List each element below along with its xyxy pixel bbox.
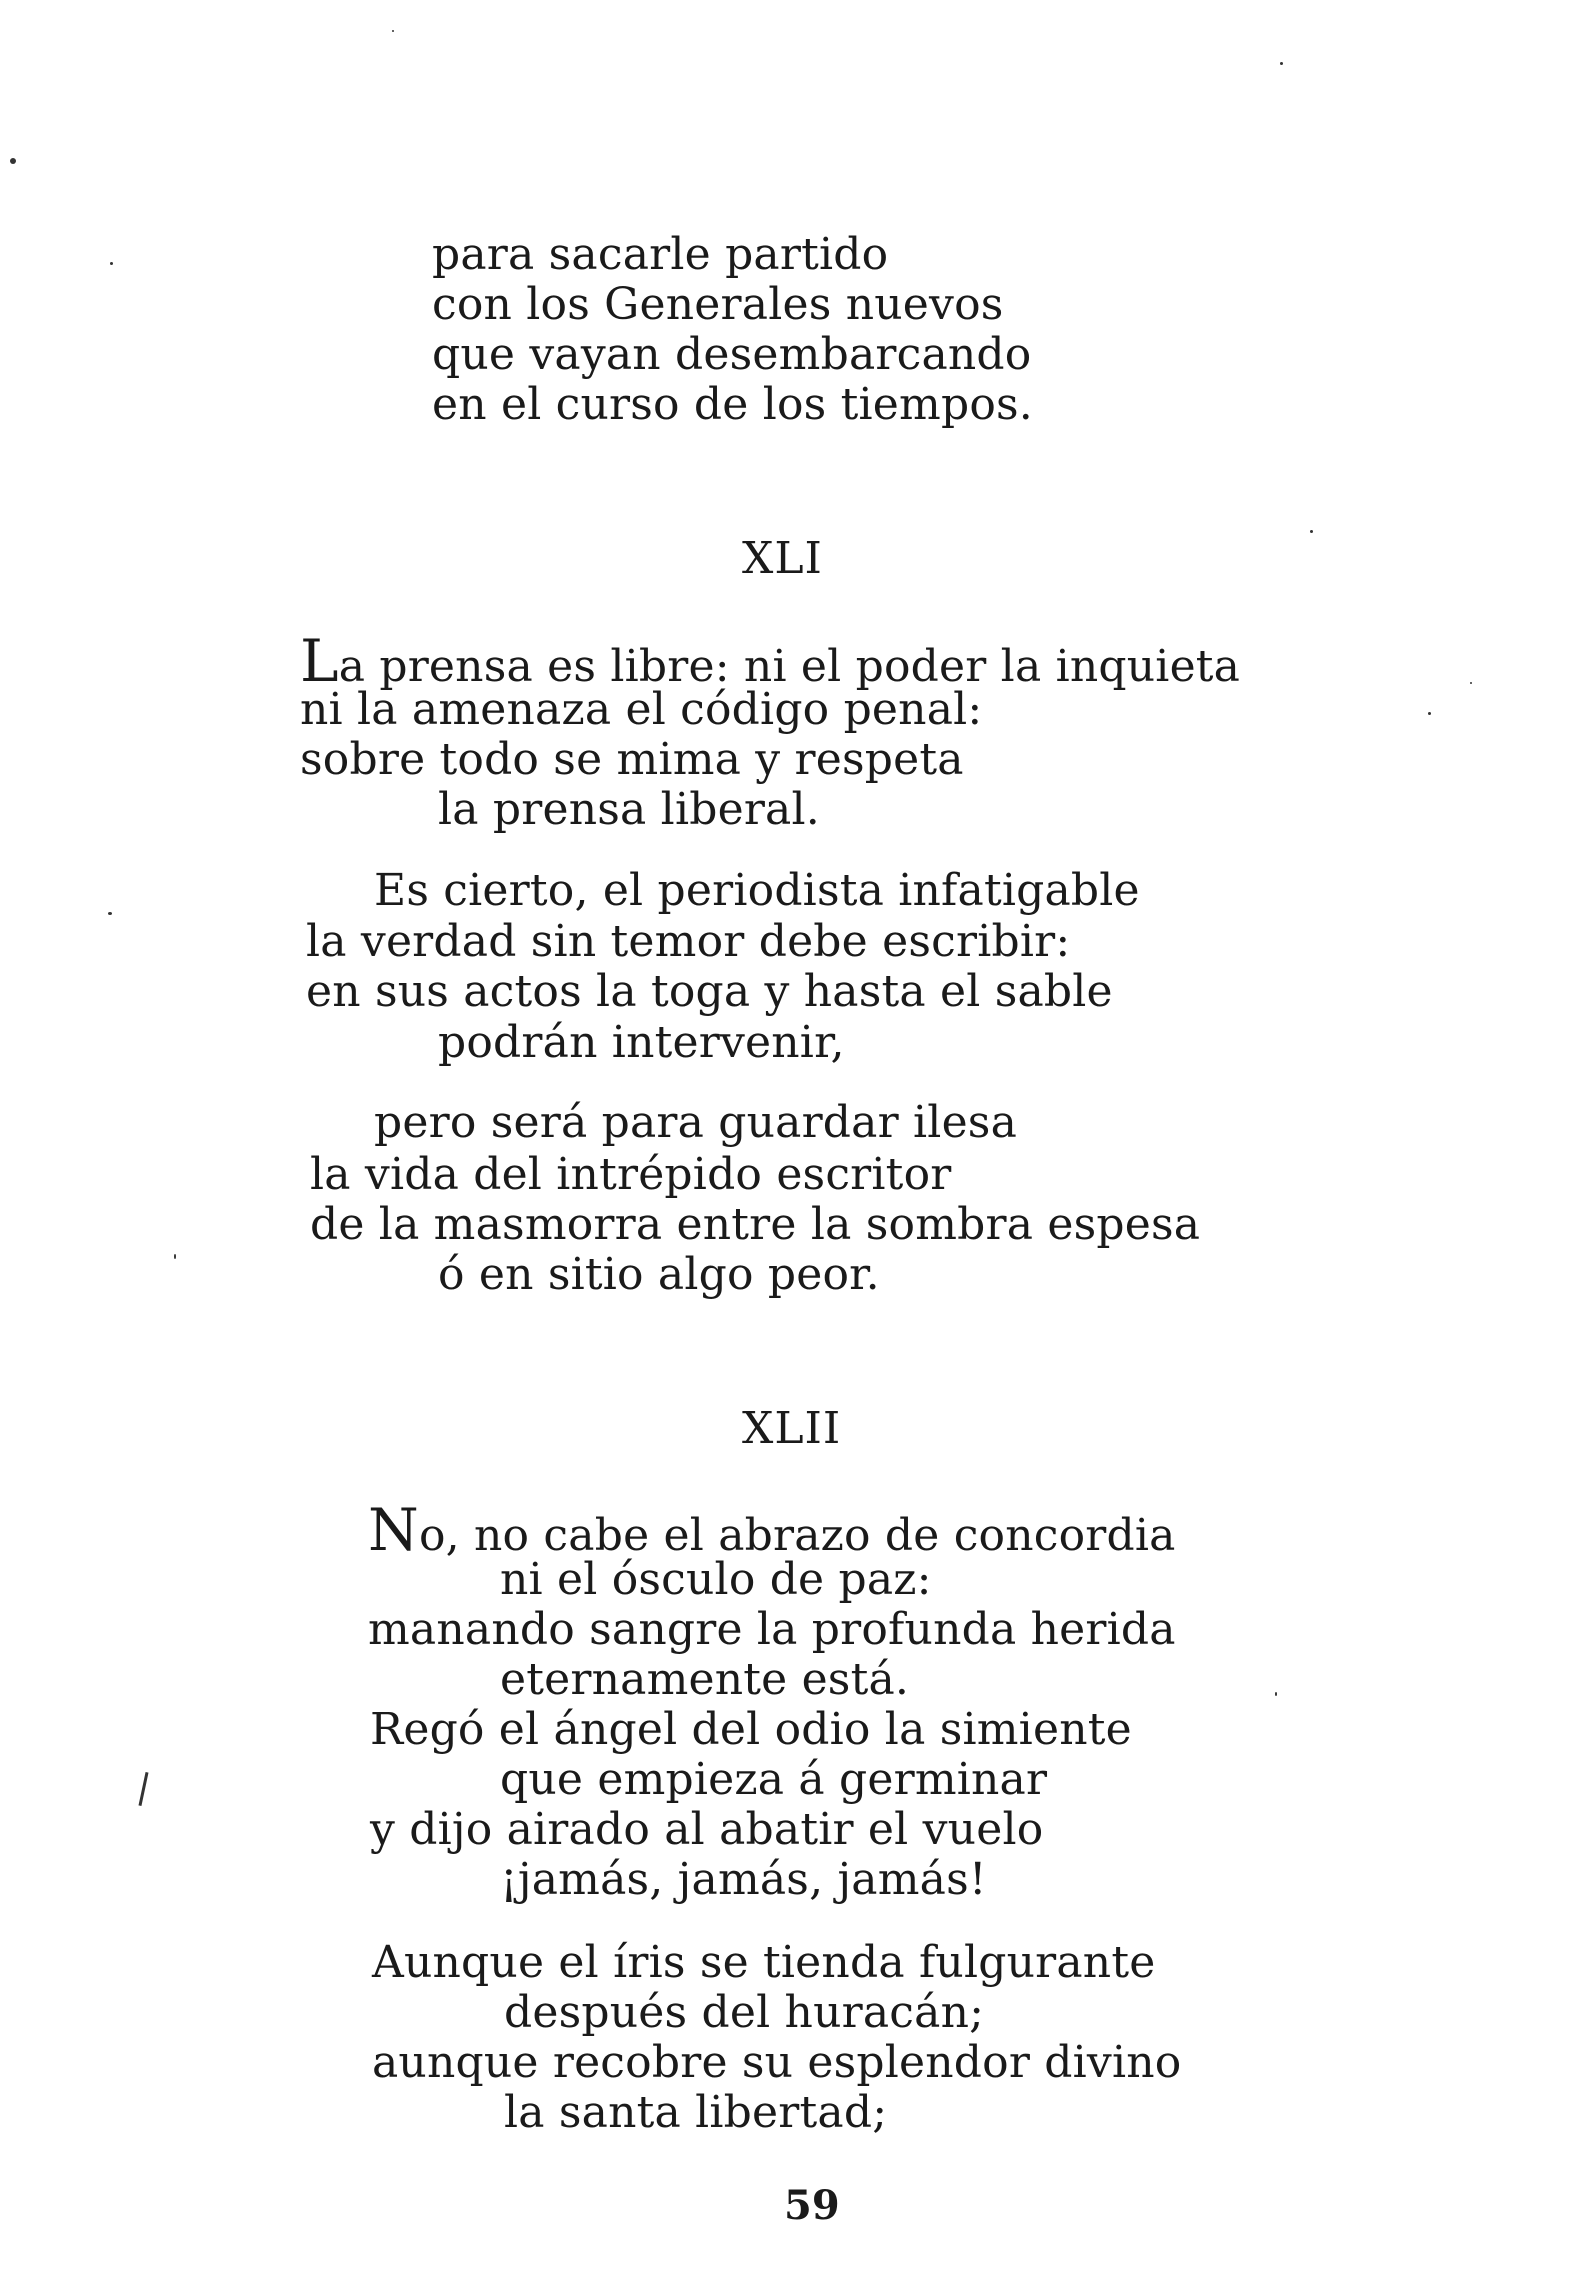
verse-line: ni el ósculo de paz: [500,1554,932,1605]
scan-speck [1470,682,1472,684]
section-heading-xlii: XLII [742,1403,842,1454]
verse-line: la prensa liberal. [438,784,820,835]
scan-mark [138,1772,148,1806]
scan-speck [110,262,113,265]
verse-line: la verdad sin temor debe escribir: [306,916,1071,967]
verse-line-rest: o, no cabe el abrazo de concordia [418,1510,1176,1561]
verse-line: Es cierto, el periodista infatigable [374,865,1140,916]
page-number: 59 [784,2182,840,2229]
verse-line: con los Generales nuevos [432,279,1004,330]
verse-line: podrán intervenir, [438,1017,845,1068]
verse-line: para sacarle partido [432,229,889,280]
verse-line: ¡jamás, jamás, jamás! [500,1854,987,1905]
verse-line: de la masmorra entre la sombra espesa [310,1199,1201,1250]
verse-line: Aunque el íris se tienda fulgurante [372,1937,1156,1988]
scan-speck [108,912,112,915]
verse-line-first [368,1496,1176,1564]
verse-line: sobre todo se mima y respeta [300,734,964,785]
scan-speck [1310,530,1313,533]
section-heading-xli: XLI [742,533,823,584]
scan-speck [174,1254,176,1259]
verse-line-rest: a prensa es libre: ni el poder la inquieta [338,641,1241,692]
scan-speck [1275,1692,1277,1696]
scan-speck [1428,712,1431,715]
verse-line: en el curso de los tiempos. [432,379,1033,430]
verse-line: pero será para guardar ilesa [374,1097,1018,1148]
verse-line: la vida del intrépido escritor [310,1149,952,1200]
verse-line: manando sangre la profunda herida [368,1604,1176,1655]
verse-line: la santa libertad; [504,2087,888,2138]
verse-line: en sus actos la toga y hasta el sable [306,966,1113,1017]
verse-line: después del huracán; [504,1987,985,2038]
scan-speck [1280,62,1283,65]
verse-line: ni la amenaza el código penal: [300,684,983,735]
verse-line: que empieza á germinar [500,1754,1048,1805]
verse-line: eternamente está. [500,1654,910,1705]
verse-line: ó en sitio algo peor. [438,1249,880,1300]
verse-line: Regó el ángel del odio la simiente [370,1704,1132,1755]
verse-line: aunque recobre su esplendor divino [372,2037,1182,2088]
drop-cap: L [300,627,339,695]
drop-cap: N [368,1496,419,1564]
verse-line: que vayan desembarcando [432,329,1032,380]
scan-speck [392,30,394,32]
scan-speck [10,158,16,164]
verse-line: y dijo airado al abatir el vuelo [370,1804,1044,1855]
